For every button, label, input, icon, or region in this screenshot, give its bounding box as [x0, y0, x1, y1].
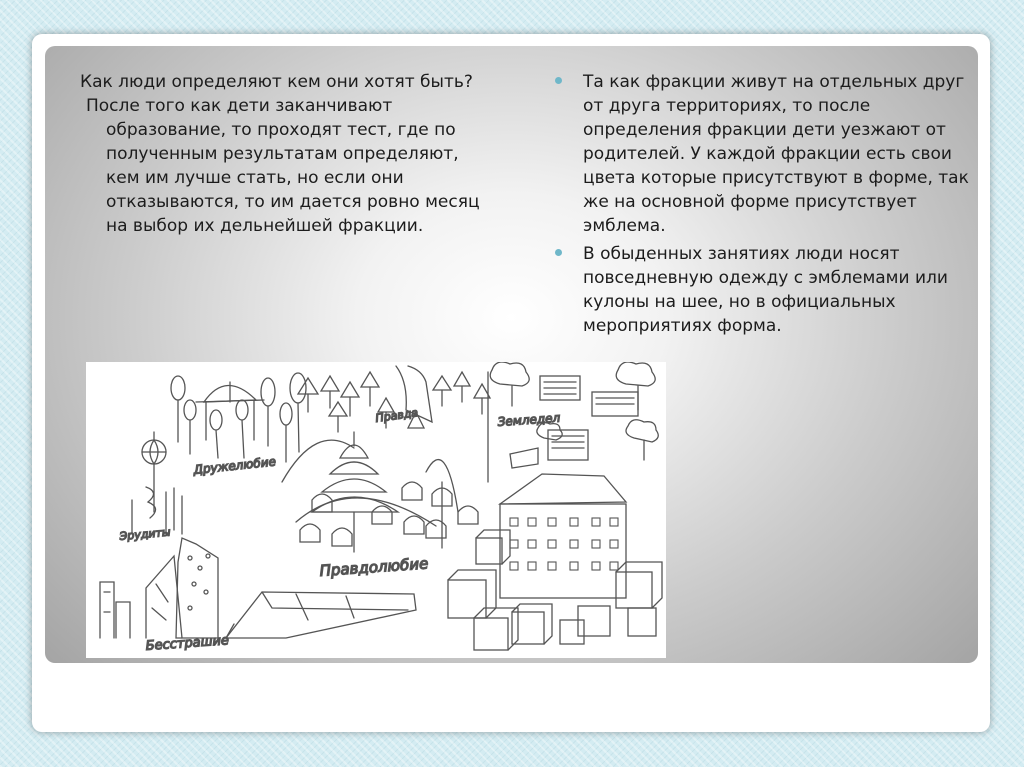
land-label: Земледел: [497, 410, 561, 429]
ruined-buildings-sketch: [100, 538, 218, 638]
erudite-label: Эрудиты: [119, 525, 172, 543]
bullet-text: В обыденных занятиях люди носят повседневную одежду с эмблемами или кулоны на шее, но в официальных мероприятиях форма.: [583, 244, 948, 336]
bullet-item: [553, 242, 973, 338]
bullet-dot-icon: [555, 249, 562, 256]
question-text: Как люди определяют кем они хотят быть?: [80, 72, 473, 92]
left-text-block: [80, 70, 480, 238]
house-sketch: [500, 474, 626, 598]
candor-label: Правда: [374, 406, 419, 425]
farm-trees-sketch: [490, 362, 658, 460]
dauntless-pit-sketch: [226, 592, 416, 638]
tree-house-sketch: [282, 432, 458, 552]
bullet-dot-icon: [555, 77, 562, 84]
dauntless-label: Бесстрашие: [145, 633, 230, 654]
dome-sketch: [196, 382, 264, 440]
answer-text: После того как дети заканчивают образование, то проходят тест, где по полученным результатам определяют, кем им лучше стать, но если они отказываются, то им дается ровно месяц на выбор их дельнейшей фракции.: [86, 96, 480, 236]
amity-label: Дружелюбие: [192, 454, 277, 477]
abnegation-label: Правдолюбие: [319, 554, 429, 580]
globe-tower-sketch: [142, 432, 166, 518]
balloon-trees-sketch: [171, 373, 306, 462]
faction-sketch-image: [86, 362, 666, 658]
bullet-text: Та как фракции живут на отдельных друг от друга территориях, то после определения фракции дети уезжают от родителей. У каждой фракции есть свои цвета которые присутствуют в форме, так же на основной форме присутствует эмблема.: [583, 72, 969, 236]
bullet-item: [553, 70, 973, 238]
bullet-list: [553, 70, 973, 342]
pine-trees-sketch: [298, 372, 490, 432]
